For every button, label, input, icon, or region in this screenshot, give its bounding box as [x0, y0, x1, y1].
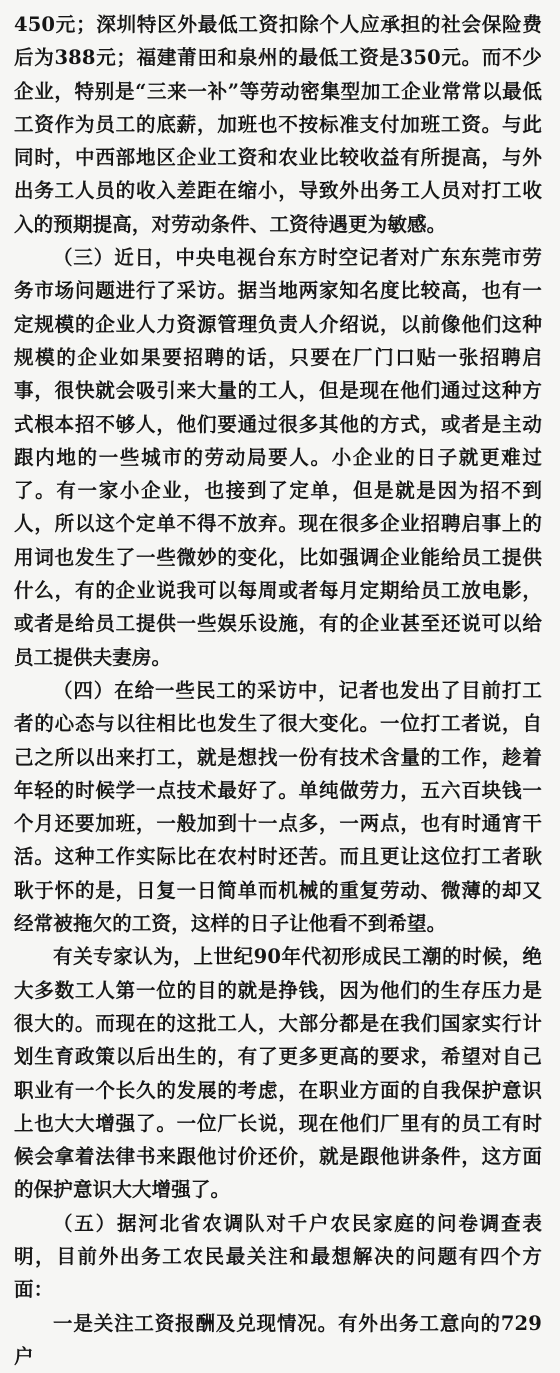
paragraph-1: 450元；深圳特区外最低工资扣除个人应承担的社会保险费后为388元；福建莆田和泉州的最低工资是350元。而不少企业，特别是“三来一补”等劳动密集型加工企业常常以最低工资作为员工的底薪，加班也不按标准支付加班工资。与此同时，中西部地区企业工资和农业比较收益有所提高，与外出务工人员的收入差距在缩小，导致外出务工人员对打工收入的预期提高，对劳动条件、工资待遇更为敏感。	[14, 13, 542, 236]
paragraph-2: （三）近日，中央电视台东方时空记者对广东东莞市劳务市场问题进行了采访。据当地两家知名度比较高，也有一定规模的企业人力资源管理负责人介绍说，以前像他们这种规模的企业如果要招聘的话，只要在厂门口贴一张招聘启事，很快就会吸引来大量的工人，但是现在他们通过这种方式根本招不够人，他们要通过很多其他的方式，或者是主动跟内地的一些城市的劳动局要人。小企业的日子就更难过了。有一家小企业，也接到了定单，但是就是因为招不到人，所以这个定单不得不放弃。现在很多企业招聘启事上的用词也发生了一些微妙的变化，比如强调企业能给员工提供什么，有的企业说我可以每周或者每月定期给员工放电影，或者是给员工提供一些娱乐设施，有的企业甚至还说可以给员工提供夫妻房。	[14, 246, 542, 669]
paragraph-3: （四）在给一些民工的采访中，记者也发出了目前打工者的心态与以往相比也发生了很大变化。一位打工者说，自己之所以出来打工，就是想找一份有技术含量的工作，趁着年轻的时候学一点技术最好了。单纯做劳力，五六百块钱一个月还要加班，一般加到十一点多，一两点，也有时通宵干活。这种工作实际比在农村时还苦。而且更让这位打工者耿耿于怀的是，日复一日简单而机械的重复劳动、微薄的却又经常被拖欠的工资，这样的日子让他看不到希望。	[14, 678, 542, 936]
paragraph-5: （五）据河北省农调队对千户农民家庭的问卷调查表明，目前外出务工农民最关注和最想解决的问题有四个方面：	[14, 1211, 542, 1302]
paragraph-6: 一是关注工资报酬及兑现情况。有外出务工意向的729户	[14, 1311, 542, 1368]
paragraph-4: 有关专家认为，上世纪90年代初形成民工潮的时候，绝大多数工人第一位的目的就是挣钱，因为他们的生存压力是很大的。而现在的这批工人，大部分都是在我们国家实行计划生育政策以后出生的，有了更多更高的要求，希望对自己职业有一个长久的发展的考虑，在职业方面的自我保护意识上也大大增强了。一位厂长说，现在他们厂里有的员工有时候会拿着法律书来跟他讨价还价，就是跟他讲条件，这方面的保护意识大大增强了。	[14, 945, 542, 1202]
